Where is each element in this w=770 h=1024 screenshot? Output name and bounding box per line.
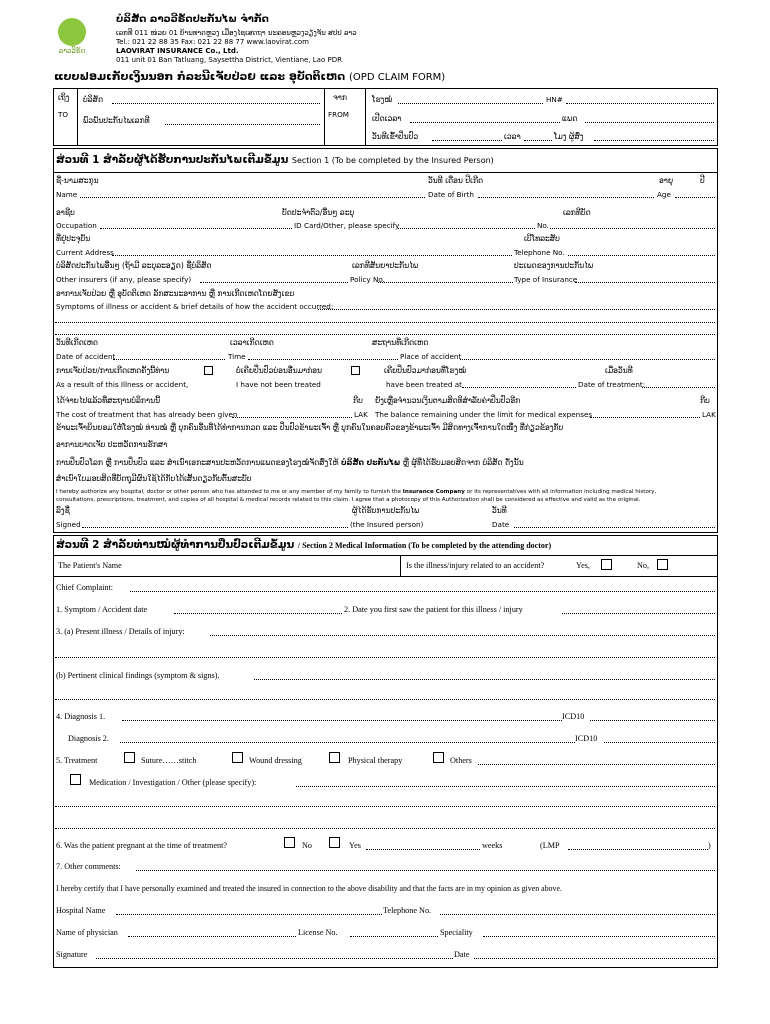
doctor-label: ແພດ <box>562 114 578 123</box>
treat-date-label-lao: ເມື່ອວັນທີ <box>605 366 633 375</box>
accident-no-label: No, <box>637 561 650 570</box>
idcard-field[interactable] <box>398 228 535 229</box>
cost-lak-lao: ກີບ <box>353 396 363 405</box>
opened-label: ເປີດເວລາ <box>372 114 402 123</box>
accident-date-field[interactable] <box>113 359 225 360</box>
medication-field[interactable] <box>296 786 715 787</box>
doctor-signature-field[interactable] <box>96 958 453 959</box>
physician-label: Name of physician <box>56 928 118 937</box>
occupation-label-en: Occupation <box>56 221 97 230</box>
pertinent-findings-label: (b) Pertinent clinical findings (symptom & signs). <box>56 671 220 680</box>
doctor-date-label: Date <box>454 950 470 959</box>
hn-label: HN# <box>546 95 563 104</box>
balance-lak-en: LAK <box>702 410 716 419</box>
wound-dressing-checkbox[interactable] <box>232 752 243 763</box>
other-insurer-field[interactable] <box>200 282 348 283</box>
consent-en-line1-text: I hereby authorize any hospital, doctor or other person who has attended to me or any member of my family to furnish the <box>56 489 401 495</box>
discharge-label: ວັນທີເຂົ້າປິ່ນປົວ <box>372 132 419 141</box>
symptoms-line-2[interactable] <box>55 322 715 323</box>
result-label-lao: ການເຈັບປ່ວຍ/ການເກີດເຫດຄັ້ງນີ້ທ່ານ <box>56 366 170 375</box>
place-label-lao: ສະຖານທີ່ເກີດເຫດ <box>372 338 429 347</box>
section2-title-en: / Section 2 Medical Information (To be completed by the attending doctor) <box>297 541 552 550</box>
company-address-lao: ເລກທີ 011 ໜ່ວຍ 01 ບ້ານທາດຫຼວງ ເມືອງໄຊເສດຖາ ນະຄອນຫຼວງວຽງຈັນ ສປປ ລາວ <box>116 29 357 37</box>
treatment-label: 5. Treatment <box>56 756 98 765</box>
time-label-lao: ເວລາເກີດເຫດ <box>230 338 274 347</box>
type-label-lao: ປະເພດຂອງການປະກັນໄພ <box>514 261 594 270</box>
company-logo <box>58 18 86 46</box>
discharge-field[interactable] <box>432 140 502 141</box>
pregnant-yes-label: Yes <box>349 841 361 850</box>
address-field[interactable] <box>112 255 512 256</box>
treated-label-en: have been treated at <box>386 380 462 389</box>
hospital-name-field[interactable] <box>116 914 382 915</box>
present-illness-label: 3. (a) Present illness / Details of injury: <box>56 627 185 636</box>
no-label-en: No. <box>537 221 549 230</box>
medication-label: Medication / Investigation / Other (please specify): <box>89 778 257 787</box>
pregnant-question: 6. Was the patient pregnant at the time of treatment? <box>56 841 228 850</box>
hn-field[interactable] <box>566 103 714 104</box>
age-label-en: Age <box>657 190 671 199</box>
time-label-en: Time <box>228 352 246 361</box>
type-label-en: Type of Insurance <box>514 275 578 284</box>
pertinent-findings-field[interactable] <box>254 679 715 680</box>
diagnosis1-field[interactable] <box>122 720 562 721</box>
policy-label-en: Policy No. <box>350 275 385 284</box>
icd2-field[interactable] <box>604 742 715 743</box>
pregnant-no-checkbox[interactable] <box>284 837 295 848</box>
cost-label-lao: ໄດ້ຈ່າຍໄປແລ້ວທີ່ສະຖານບໍລິການນີ້ <box>56 396 161 405</box>
company-field[interactable] <box>112 103 320 104</box>
diagnosis1-label: 4. Diagnosis 1. <box>56 712 106 721</box>
icd1-label: ICD10 <box>562 712 585 721</box>
consent-lao-line1: ຂ້າພະເຈົ້າຍິນຍອມໃຫ້ໂຮງໝໍ ທ່ານໝໍ ຫຼື ບຸກຄົນອື່ນທີ່ໄດ້ທຳການກວດ ແລະ ປິ່ນປົວຂ້າພະເຈົ້າ ຫຼື ບຸກຄົນໃນຄອບຄົວຂອງຂ້າພະເຈົ້າ ມີສິດທາງເຈົ້າການໃດໜຶ່ງ ທີ່ກ່ຽວຂ້ອງກັບ <box>56 423 564 432</box>
cost-lak-en: LAK <box>354 410 368 419</box>
treat-date-label-en: Date of treatment: <box>578 380 646 389</box>
symptoms-line-3[interactable] <box>55 334 715 335</box>
not-treated-checkbox[interactable] <box>204 366 213 375</box>
weeks-label: weeks <box>482 841 503 850</box>
name-label-lao: ຊື່-ນາມສະກຸນ <box>56 176 99 185</box>
symptoms-label-lao: ອາການເຈັບປ່ວຍ ຫຼື ອຸບັດຕິເຫດ ລັກສະນະອາການ ຫຼື ການເກີດເຫດໂດຍສັງເຂບ <box>56 289 295 298</box>
form-title <box>54 70 445 83</box>
no-label-lao: ເລກທີບັດ <box>563 208 591 217</box>
suture-label: Suture……stitch <box>141 756 197 765</box>
idcard-label-en: ID Card/Other, please specify <box>294 221 400 230</box>
date-label-en: Date <box>492 520 510 529</box>
address-label-en: Current Address <box>56 248 114 257</box>
others-field[interactable] <box>478 764 715 765</box>
treated-checkbox[interactable] <box>351 366 360 375</box>
insured-label-lao: ຜູ້ໄດ້ຮັບການປະກັນໄພ <box>352 506 420 515</box>
physical-therapy-checkbox[interactable] <box>329 752 340 763</box>
consent-en-company: Insurance Company <box>402 489 465 495</box>
chief-complaint-label: Chief Complaint: <box>56 583 114 592</box>
consent-lao-line3-text: ການປິ່ນປົວໂລກ ຫຼື ການປິ່ນປົວ ແລະ ສຳເນົາເອກະສານປະຫວັດການແພດຂອງໂຮງໝໍຈັດສົ່ງໃຫ້ <box>56 458 339 467</box>
chief-complaint-field[interactable] <box>130 591 715 592</box>
present-illness-line-2[interactable] <box>55 657 715 658</box>
other-comments-label: 7. Other comments: <box>56 862 121 871</box>
department-field[interactable] <box>165 124 320 125</box>
pregnant-no-label: No <box>302 841 313 850</box>
certify-statement: I hereby certify that I have personally examined and treated the insured in connection to the above disability and that the facts are in my opinion as given above. <box>56 884 562 893</box>
treated-label-lao: ເຄີຍປິ່ນປົວມາກ່ອນທີ່ໂຮງໝໍ <box>384 366 467 375</box>
sender-field[interactable] <box>594 140 714 141</box>
company-label: ບໍລິສັດ <box>83 95 104 104</box>
hospital-label: ໂຮງໝໍ <box>372 95 393 104</box>
address-label-lao: ທີ່ຢູ່ປະຈຸບັນ <box>56 234 91 243</box>
others-label: Others <box>450 756 472 765</box>
accident-question: Is the illness/injury related to an accident? <box>406 561 545 570</box>
section2-box <box>53 535 718 968</box>
time-label: ເວລາ <box>504 132 521 141</box>
license-label: License No. <box>298 928 338 937</box>
first-seen-field[interactable] <box>562 613 715 614</box>
balance-label-en: The balance remaining under the limit for medical expenses <box>375 410 593 419</box>
suture-checkbox[interactable] <box>124 752 135 763</box>
sign-label-lao: ລົງຊື່ <box>56 506 70 515</box>
speciality-field[interactable] <box>483 936 715 937</box>
place-label-en: Place of accident <box>400 352 462 361</box>
other-comments-field[interactable] <box>136 870 715 871</box>
patient-name-label: The Patient's Name <box>58 561 122 570</box>
others-checkbox[interactable] <box>433 752 444 763</box>
icd1-field[interactable] <box>590 720 715 721</box>
pregnant-yes-checkbox[interactable] <box>329 837 340 848</box>
other-ins-label-en: Other insurers (if any, please specify) <box>56 275 192 284</box>
lmp-close: ) <box>708 841 711 850</box>
weeks-field[interactable] <box>366 849 480 850</box>
telephone-field[interactable] <box>440 914 715 915</box>
icd2-label: ICD10 <box>575 734 598 743</box>
company-name-en: LAOVIRAT INSURANCE Co., Ltd. <box>116 47 239 55</box>
hrs-label: ໂມງ ຜູ້ສົ່ງ <box>554 132 584 141</box>
speciality-label: Speciality <box>440 928 473 937</box>
insurance-type-field[interactable] <box>575 282 715 283</box>
consent-en-line2-text: or its representatives with all information including medical history, <box>466 489 657 495</box>
dob-label-lao: ວັນທີ ເດືອນ ປີເກີດ <box>428 176 484 185</box>
name-label-en: Name <box>56 190 78 199</box>
id-number-field[interactable] <box>550 228 715 229</box>
sign-label-en: Signed <box>56 520 81 529</box>
section2-title <box>56 539 551 551</box>
company-phone: Tel.: 021 22 88 35 Fax: 021 22 88 77 www.laovirat.com <box>116 38 309 46</box>
policy-label-lao: ເລກທີສັນຍາປະກັນໄພ <box>352 261 419 270</box>
form-title-en: (OPD CLAIM FORM) <box>349 72 446 83</box>
lmp-label: (LMP <box>540 841 560 850</box>
occupation-label-lao: ອາຊີບ <box>56 208 75 217</box>
phone-field[interactable] <box>568 255 715 256</box>
medication-line-3[interactable] <box>55 828 715 829</box>
year-label-lao: ປີ <box>700 176 705 185</box>
consent-lao-line2: ອາການບາດເຈັບ ປະຫວັດການຮັກສາ <box>56 440 168 449</box>
phone-label-en: Telephone No. <box>514 248 565 257</box>
signature-label: Signature <box>56 950 88 959</box>
not-treated-label-lao: ບໍ່ເຄີຍປິ່ນປົວບ່ອນອື່ນມາກ່ອນ <box>236 366 323 375</box>
occupation-field[interactable] <box>100 228 292 229</box>
insured-label-en: (the Insured person) <box>350 520 424 529</box>
age-label-lao: ອາຍຸ <box>659 176 674 185</box>
balance-lak-lao: ກີບ <box>700 396 710 405</box>
consent-lao-line3 <box>56 458 524 467</box>
consent-lao-line4-text: ຫຼື ຜູ້ທີ່ໄດ້ຮັບມອບສິດຈາກ ບໍລິສັດ ດັ່ງນັ້ນ <box>402 458 524 467</box>
form-title-lao: ແບບຟອມເກັບເງິນນອກ ກໍລະນີເຈັບປ່ວຍ ແລະ ອຸບັດຕິເຫດ <box>54 70 346 83</box>
balance-field[interactable] <box>590 417 700 418</box>
from-label-en: FROM <box>328 110 349 119</box>
section1-title <box>56 154 494 166</box>
company-name-lao: ບໍລິສັດ ລາວວີຣັດປະກັນໄພ ຈຳກັດ <box>116 14 269 25</box>
diagnosis2-field[interactable] <box>120 742 575 743</box>
hospital-field[interactable] <box>398 103 543 104</box>
result-label-en: As a result of this Illness or accident, <box>56 380 189 389</box>
cost-label-en: The cost of treatment that has already been given <box>56 410 238 419</box>
cost-field[interactable] <box>232 417 352 418</box>
dob-label-en: Date of Birth <box>428 190 474 199</box>
diagnosis2-label: Diagnosis 2. <box>68 734 109 743</box>
telephone-label: Telephone No. <box>383 906 432 915</box>
hospital-name-label: Hospital Name <box>56 906 106 915</box>
accident-yes-checkbox[interactable] <box>601 559 612 570</box>
first-seen-label: 2. Date you first saw the patient for this illness / injury <box>344 605 523 614</box>
opened-field[interactable] <box>410 122 560 123</box>
consent-en-line3: consultations, prescriptions, treatment, and copies of all hospital & medical records related to this claim. I agree that a photocopy of this Authorization shall be considered as effective and valid as the original. <box>56 497 641 503</box>
symptom-date-label: 1. Symptom / Accident date <box>56 605 148 614</box>
accident-yes-label: Yes, <box>576 561 590 570</box>
physician-field[interactable] <box>128 936 296 937</box>
to-label-lao: ເຖິງ <box>58 93 70 102</box>
company-address-en: 011 unit 01 Ban Tatluang, Saysettha District, Vientiane, Lao PDR <box>116 56 342 64</box>
consent-company-lao: ບໍລິສັດ ປະກັນໄພ <box>341 458 401 467</box>
accident-no-checkbox[interactable] <box>657 559 668 570</box>
wound-dressing-label: Wound dressing <box>249 756 302 765</box>
to-label-en: TO <box>58 110 69 119</box>
from-label-lao: ຈາກ <box>333 93 347 102</box>
section2-title-lao: ສ່ວນທີ 2 ສຳລັບທ່ານໝໍຜູ້ທຳການປິ່ນປົວເຕີມຂໍ້ມູນ <box>56 539 295 551</box>
accident-place-field[interactable] <box>460 359 715 360</box>
accident-time-field[interactable] <box>248 359 398 360</box>
consent-lao-line5: ສຳເນົາໃບມອບສິດທີ່ບັດຖຸມີຜົນໃຊ້ໄດ້ກັບໄດ້ເສັ້ນດຽວກັບຕົ້ນສະບັບ <box>56 474 252 483</box>
insured-date-field[interactable] <box>514 527 715 528</box>
department-label: ພົວພັນປະກັນໄພເລກທີ <box>83 116 150 125</box>
date-label-lao: ວັນທີ <box>492 506 507 515</box>
logo-text: ລາວວີຣັດ <box>58 47 86 55</box>
symptom-date-field[interactable] <box>174 613 342 614</box>
time-field[interactable] <box>524 140 552 141</box>
section1-title-lao: ສ່ວນທີ 1 ສຳລັບຜູ້ໄດ້ຮັບການປະກັນໄພເຕີມຂໍ້ມູນ <box>56 154 289 166</box>
doa-label-lao: ວັນທີເກີດເຫດ <box>56 338 98 347</box>
age-field[interactable] <box>675 197 715 198</box>
phone-label-lao: ເບີໂທລະສັບ <box>524 234 560 243</box>
doctor-field[interactable] <box>585 122 714 123</box>
license-field[interactable] <box>350 936 438 937</box>
name-field[interactable] <box>80 197 425 198</box>
doctor-date-field[interactable] <box>474 958 715 959</box>
idcard-label-lao: ບັດປະຈຳຕົວ/ອື່ນໆ ລະບຸ <box>282 208 355 217</box>
medication-line-2[interactable] <box>55 806 715 807</box>
insured-signature-field[interactable] <box>82 527 348 528</box>
not-treated-label-en: I have not been treated <box>236 380 321 389</box>
symptoms-label-en: Symptoms of illness or accident & brief details of how the accident occurred: <box>56 302 334 311</box>
symptoms-field[interactable] <box>318 309 715 310</box>
treated-at-field[interactable] <box>462 387 576 388</box>
pertinent-findings-line-2[interactable] <box>55 699 715 700</box>
dob-field[interactable] <box>478 197 654 198</box>
balance-label-lao: ຍັງເຫຼືອຈຳນວນເງິນຕາມສິດທິສຳລັບຄ່າປິ່ນປົວອີກ <box>375 396 521 405</box>
doa-label-en: Date of accident <box>56 352 116 361</box>
treatment-date-field[interactable] <box>642 387 715 388</box>
medication-checkbox[interactable] <box>70 774 81 785</box>
policy-field[interactable] <box>378 282 513 283</box>
physical-therapy-label: Physical therapy <box>348 756 403 765</box>
section1-title-en: Section 1 (To be completed by the Insured Person) <box>291 156 494 165</box>
other-ins-label-lao: ບໍລິສັດປະກັນໄພອື່ນໆ (ຖ້າມີ ລະບຸລະອຽດ) ຊື່ບໍລິສັດ <box>56 261 212 270</box>
lmp-field[interactable] <box>568 849 708 850</box>
present-illness-field[interactable] <box>210 635 715 636</box>
